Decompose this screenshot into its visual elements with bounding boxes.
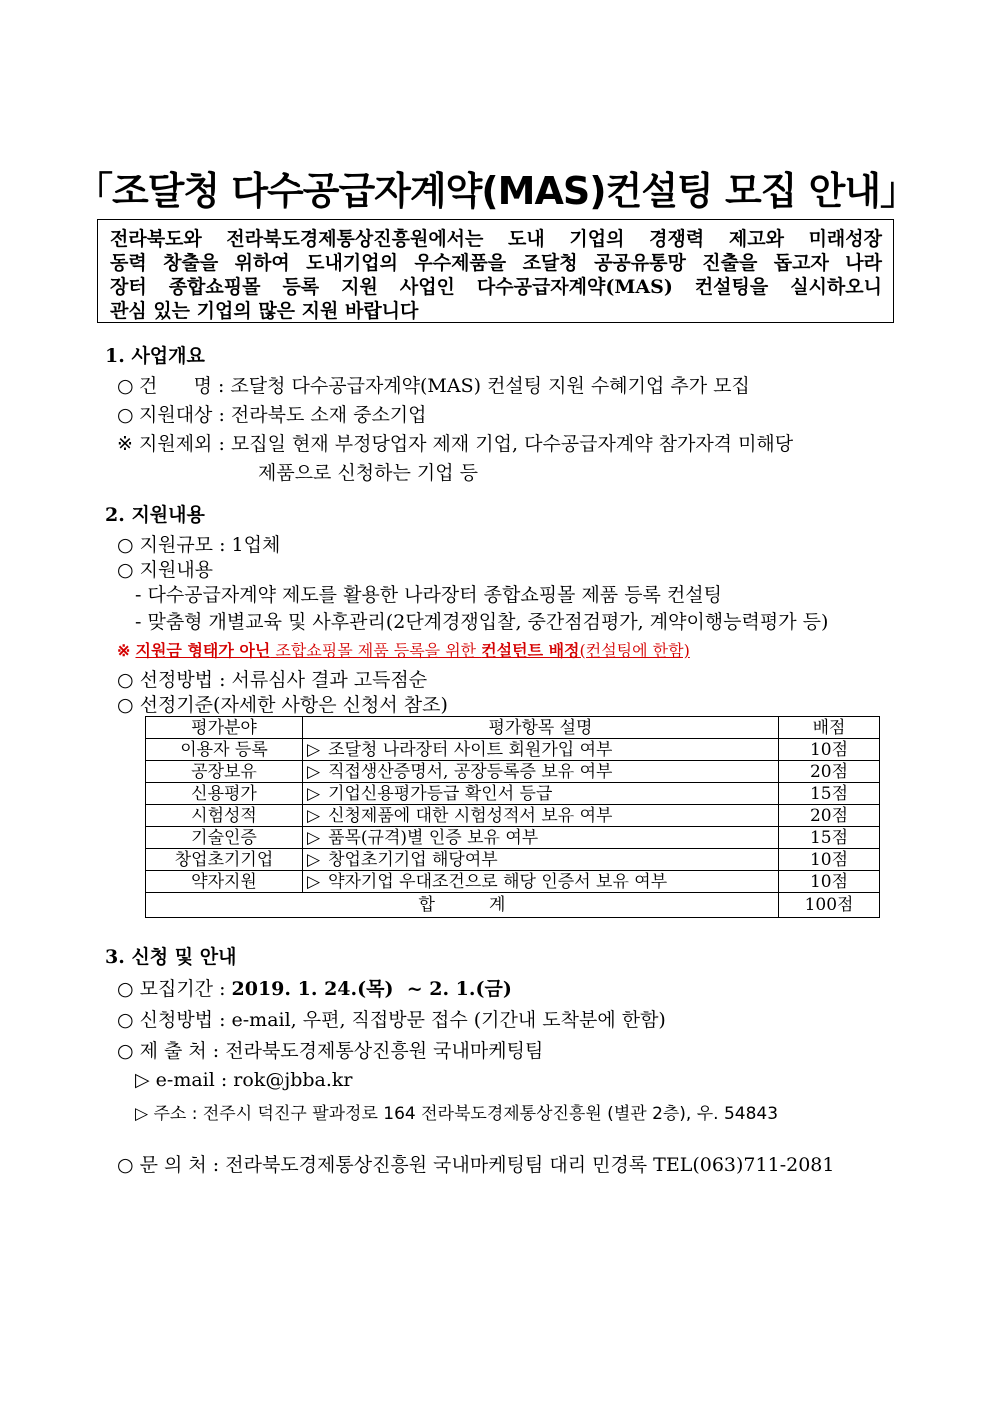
application-method: ○ 신청방법 : e-mail, 우편, 직접방문 접수 (기간내 도착분에 한함) bbox=[117, 1009, 666, 1031]
section1-continuation: 제품으로 신청하는 기업 등 bbox=[258, 462, 479, 484]
eval-desc-text: 품목(규격)별 인증 보유 여부 bbox=[328, 827, 539, 848]
table-row bbox=[146, 871, 880, 893]
total-score: 100점 bbox=[779, 893, 880, 918]
support-sub-item: - 다수공급자계약 제도를 활용한 나라장터 종합쇼핑몰 제품 등록 컨설팅 bbox=[135, 584, 723, 606]
section1-item bbox=[117, 400, 427, 427]
eval-desc bbox=[303, 761, 779, 783]
section1-heading: 1. 사업개요 bbox=[105, 345, 205, 367]
item-text: 지원대상 : 전라북도 소재 중소기업 bbox=[139, 404, 427, 426]
arrow-icon: ▷ bbox=[307, 805, 321, 826]
table-row bbox=[146, 761, 880, 783]
support-scale: ○ 지원규모 : 1업체 bbox=[117, 534, 281, 556]
support-sub-item: - 맞춤형 개별교육 및 사후관리(2단계경쟁입찰, 중간점검평가, 계약이행능력평가 등) bbox=[135, 611, 829, 633]
section2-heading: 2. 지원내용 bbox=[105, 504, 205, 526]
bullet: ○ bbox=[117, 375, 134, 397]
item-text: 지원제외 : 모집일 현재 부정당업자 제재 기업, 다수공급자계약 참가자격 미해당 bbox=[139, 433, 794, 455]
notice-text: (컨설팅에 한함) bbox=[579, 641, 690, 660]
document-title: 「조달청 다수공급자계약(MAS)컨설팅 모집 안내」 bbox=[74, 169, 918, 213]
period-value: 2019. 1. 24.(목) ~ 2. 1.(금) bbox=[231, 978, 512, 1000]
selection-method: ○ 선정방법 : 서류심사 결과 고득점순 bbox=[117, 669, 428, 691]
eval-desc bbox=[303, 783, 779, 805]
bullet: ※ bbox=[117, 433, 133, 455]
eval-desc bbox=[303, 871, 779, 893]
support-content-label: ○ 지원내용 bbox=[117, 559, 214, 581]
arrow-icon: ▷ bbox=[307, 783, 321, 804]
eval-field: 신용평가 bbox=[146, 783, 303, 805]
bullet: ○ bbox=[117, 404, 134, 426]
eval-desc-text: 창업초기기업 해당여부 bbox=[328, 849, 498, 870]
eval-desc-text: 직접생산증명서, 공장등록증 보유 여부 bbox=[328, 761, 613, 782]
eval-score: 15점 bbox=[779, 827, 880, 849]
eval-score: 10점 bbox=[779, 871, 880, 893]
table-header-row bbox=[146, 717, 880, 739]
eval-desc-text: 약자기업 우대조건으로 해당 인증서 보유 여부 bbox=[328, 871, 668, 892]
notice bbox=[117, 638, 690, 661]
eval-score: 10점 bbox=[779, 849, 880, 871]
section3-heading: 3. 신청 및 안내 bbox=[105, 946, 237, 968]
eval-field: 창업초기기업 bbox=[146, 849, 303, 871]
eval-field: 이용자 등록 bbox=[146, 739, 303, 761]
notice-bold: 컨설턴트 배정 bbox=[481, 641, 580, 660]
notice-text: 조합쇼핑몰 제품 등록을 위한 bbox=[270, 641, 482, 660]
table-header: 평가항목 설명 bbox=[303, 717, 779, 739]
intro-line: 동력 창출을 위하여 도내기업의 우수제품을 조달청 공공유통망 진출을 돕고자 나라 bbox=[110, 252, 882, 274]
section1-item bbox=[117, 429, 793, 456]
table-header: 평가분야 bbox=[146, 717, 303, 739]
eval-desc bbox=[303, 739, 779, 761]
eval-score: 20점 bbox=[779, 761, 880, 783]
eval-field: 시험성적 bbox=[146, 805, 303, 827]
contact-address: ▷ 주소 : 전주시 덕진구 팔과정로 164 전라북도경제통상진흥원 (별관 2층), 우. 54843 bbox=[135, 1104, 779, 1124]
table-row bbox=[146, 783, 880, 805]
eval-desc-text: 신청제품에 대한 시험성적서 보유 여부 bbox=[328, 805, 613, 826]
arrow-icon: ▷ bbox=[307, 739, 321, 760]
intro-box bbox=[97, 219, 894, 323]
notice-mark: ※ bbox=[117, 641, 131, 660]
intro-line: 장터 종합쇼핑몰 등록 지원 사업인 다수공급자계약(MAS) 컨설팅을 실시하오니 bbox=[110, 276, 882, 298]
table-row bbox=[146, 827, 880, 849]
table-row bbox=[146, 739, 880, 761]
evaluation-table bbox=[145, 716, 880, 918]
eval-score: 15점 bbox=[779, 783, 880, 805]
total-label: 합 계 bbox=[146, 893, 779, 918]
intro-line: 전라북도와 전라북도경제통상진흥원에서는 도내 기업의 경쟁력 제고와 미래성장 bbox=[110, 228, 882, 250]
contact-email: ▷ e-mail : rok@jbba.kr bbox=[135, 1069, 353, 1091]
intro-line: 관심 있는 기업의 많은 지원 바랍니다 bbox=[110, 300, 419, 322]
period-label: ○ 모집기간 : bbox=[117, 978, 232, 1000]
eval-desc bbox=[303, 849, 779, 871]
item-text: 건 명 : 조달청 다수공급자계약(MAS) 컨설팅 지원 수혜기업 추가 모집 bbox=[139, 375, 750, 397]
submit-to: ○ 제 출 처 : 전라북도경제통상진흥원 국내마케팅팀 bbox=[117, 1040, 544, 1062]
table-row bbox=[146, 849, 880, 871]
arrow-icon: ▷ bbox=[307, 849, 321, 870]
eval-desc bbox=[303, 805, 779, 827]
eval-field: 공장보유 bbox=[146, 761, 303, 783]
eval-field: 기술인증 bbox=[146, 827, 303, 849]
arrow-icon: ▷ bbox=[307, 827, 321, 848]
table-row bbox=[146, 805, 880, 827]
eval-score: 20점 bbox=[779, 805, 880, 827]
inquiry-contact: ○ 문 의 처 : 전라북도경제통상진흥원 국내마케팅팀 대리 민경록 TEL(063)711-2081 bbox=[117, 1154, 835, 1176]
notice-bold: 지원금 형태가 아닌 bbox=[135, 641, 271, 660]
eval-score: 10점 bbox=[779, 739, 880, 761]
application-period bbox=[117, 974, 512, 1001]
eval-desc-text: 기업신용평가등급 확인서 등급 bbox=[328, 783, 553, 804]
arrow-icon: ▷ bbox=[307, 761, 321, 782]
eval-desc-text: 조달청 나라장터 사이트 회원가입 여부 bbox=[328, 739, 613, 760]
selection-criteria: ○ 선정기준(자세한 사항은 신청서 참조) bbox=[117, 694, 448, 716]
table-header: 배점 bbox=[779, 717, 880, 739]
eval-desc bbox=[303, 827, 779, 849]
arrow-icon: ▷ bbox=[307, 871, 321, 892]
table-total-row bbox=[146, 893, 880, 918]
eval-field: 약자지원 bbox=[146, 871, 303, 893]
section1-item bbox=[117, 371, 750, 398]
